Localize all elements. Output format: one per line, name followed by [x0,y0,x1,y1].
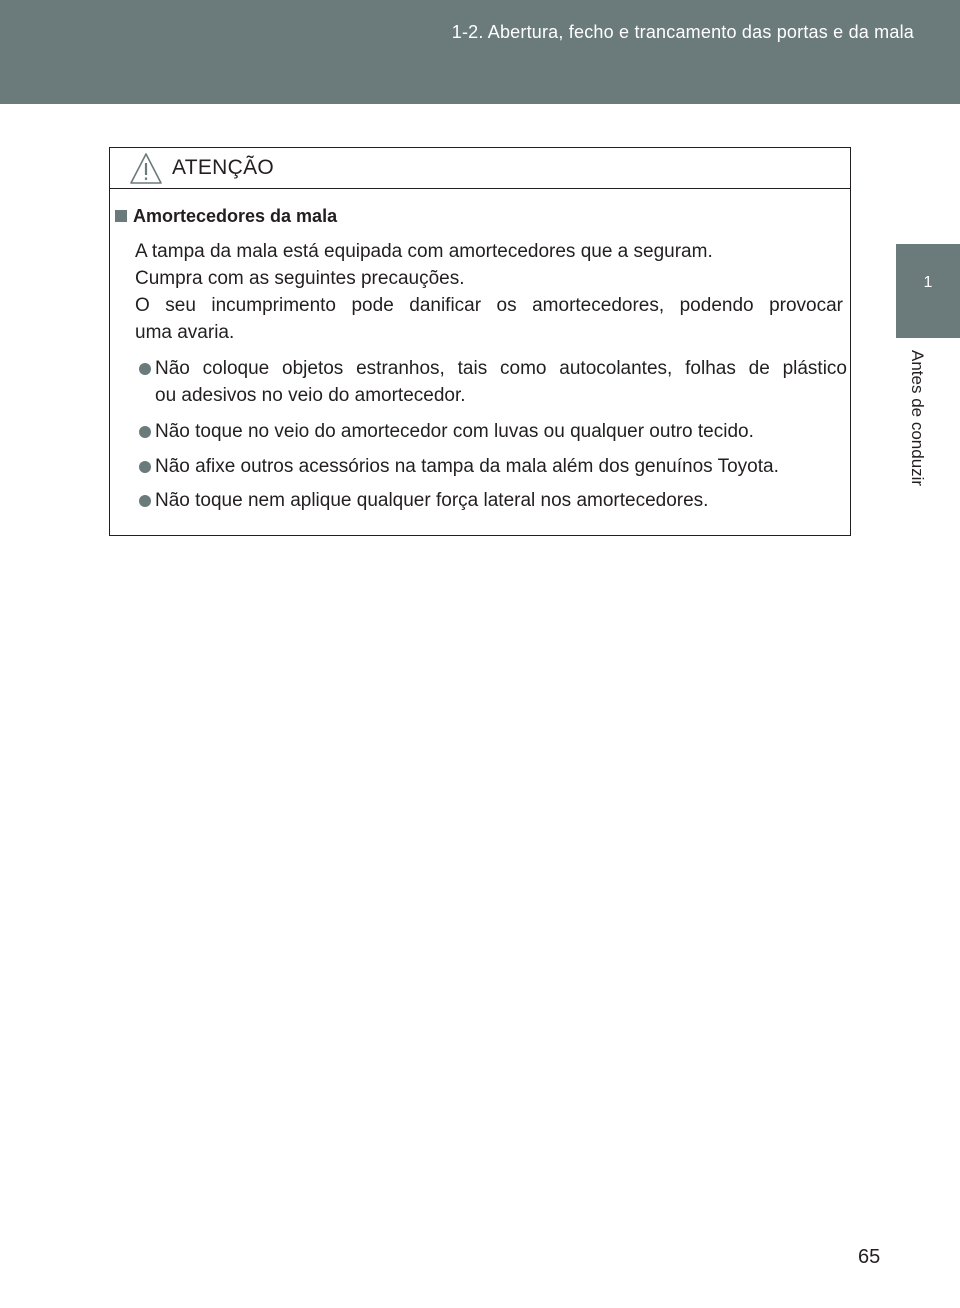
list-item-line: Não toque no veio do amortecedor com luvas ou qualquer outro tecido. [155,421,754,442]
bullet-dot-icon [139,363,151,375]
paragraph-line: Cumpra com as seguintes precauções. [135,268,465,289]
section-heading-text: Amortecedores da mala [133,206,338,226]
bullet-dot-icon [139,426,151,438]
paragraph-line: O seu incumprimento pode danificar os amortecedores, podendo provocar [135,295,843,316]
list-item [135,418,847,445]
chapter-tab [896,244,960,338]
paragraph-line: uma avaria. [135,322,235,343]
list-item-line: Não coloque objetos estranhos, tais como autocolantes, folhas de plástico [155,358,847,379]
chapter-number: 1 [923,274,933,291]
warning-box-header [110,148,850,189]
list-item-line: Não afixe outros acessórios na tampa da mala além dos genuínos Toyota. [155,456,779,477]
header-title: 1-2. Abertura, fecho e trancamento das portas e da mala [451,22,914,42]
warning-box [109,147,851,536]
list-item [135,487,847,514]
warning-triangle-icon [129,152,163,185]
page-header [0,0,960,104]
chapter-label: Antes de conduzir [908,350,927,487]
page-number: 65 [858,1246,881,1268]
paragraph-line: A tampa da mala está equipada com amortecedores que a seguram. [135,241,713,262]
list-item [135,355,847,409]
warning-paragraph [135,238,843,346]
square-bullet-icon [115,210,127,222]
warning-title: ATENÇÃO [172,156,275,179]
list-item [135,453,847,480]
bullet-dot-icon [139,461,151,473]
list-item-line: ou adesivos no veio do amortecedor. [155,385,466,406]
list-item-line: Não toque nem aplique qualquer força lateral nos amortecedores. [155,490,709,511]
section-heading [115,206,337,227]
bullet-dot-icon [139,495,151,507]
